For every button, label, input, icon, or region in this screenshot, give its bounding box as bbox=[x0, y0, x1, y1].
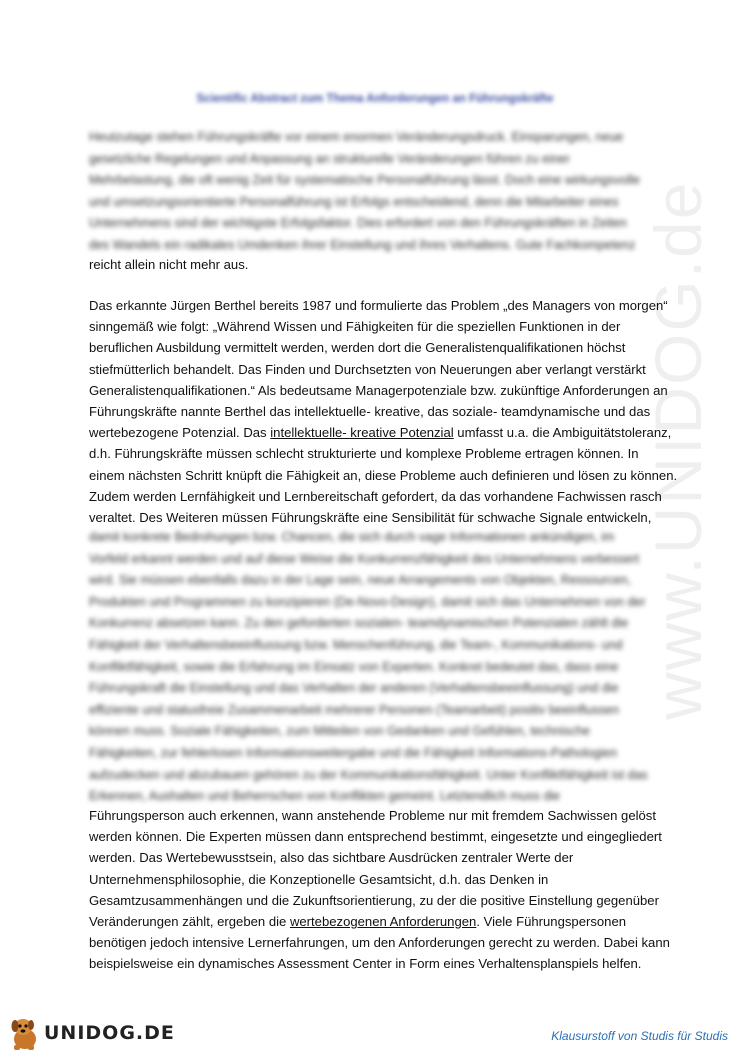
text-line: beruflichen Ausbildung vermittelt werden, werden dort die Generalistenqualifikationen höchst bbox=[89, 340, 626, 356]
text-line: benötigen jedoch intensive Lernerfahrungen, um den Anforderungen gerecht zu werden. Dabei kann bbox=[89, 935, 670, 951]
underlined-term: intellektuelle- kreative Potenzial bbox=[270, 425, 454, 441]
text-line bbox=[89, 911, 669, 932]
blurred-line: Konfliktfähigkeit, sowie die Erfahrung im Einsatz von Experten. Konkret bedeutet das, dass eine bbox=[89, 659, 619, 674]
document-title: Scientific Abstract zum Thema Anforderungen an Führungskräfte bbox=[196, 93, 554, 105]
blurred-line: wird. Sie müssen ebenfalls dazu in der Lage sein, neue Arrangements von Objekten, Ressourcen, bbox=[89, 573, 631, 588]
paragraph-3 bbox=[89, 805, 669, 975]
text-line: beispielsweise ein dynamisches Assessment Center in Form eines Verhaltensplanspiels helfen. bbox=[89, 956, 642, 972]
text-line: Führungskräfte nannte Berthel das intellektuelle- kreative, das soziale- teamdynamische und das bbox=[89, 404, 651, 420]
blurred-line: Produkten und Programmen zu konzipieren (De-Novo-Design), damit sich das Unternehmen von der bbox=[89, 594, 646, 609]
blurred-line: und umsetzungsorientierte Personalführung ist Erfolgs entscheidend, denn die Mitarbeiter eines bbox=[89, 194, 619, 209]
blurred-line: damit konkrete Bedrohungen bzw. Chancen, die sich durch vage Informationen ankündigen, im bbox=[89, 530, 615, 544]
text-line: Gesamtzusammenhängen und die Zukunftsorientierung, zu der die positive Einstellung gegenüber bbox=[89, 892, 659, 908]
text-line: veraltet. Des Weiteren müssen Führungskräfte eine Sensibilität für schwache Signale entwickeln, bbox=[89, 510, 652, 526]
blurred-line: Fähigkeit der Verhaltensbeeinflussung bzw. Menschenführung, die Team-, Kommunikations- und bbox=[89, 637, 623, 652]
unidog-logo[interactable] bbox=[8, 1013, 175, 1053]
blurred-line: Erkennen, Aushalten und Beherrschen von Konflikten gemeint. Letztendlich muss die bbox=[89, 789, 561, 804]
logo-text: UNIDOG.DE bbox=[44, 1022, 175, 1044]
footer-tagline: Klausurstoff von Studis für Studis bbox=[551, 1029, 728, 1043]
blurred-line: Fähigkeiten, zur fehlerlosen Informationsweitergabe und die Fähigkeit Informations-Pathologien bbox=[89, 745, 618, 760]
watermark: www.UNIDOG.de bbox=[641, 180, 715, 720]
blurred-line: können muss. Soziale Fähigkeiten, zum Mitteilen von Gedanken und Gefühlen, technische bbox=[89, 724, 590, 739]
blurred-line: gesetzliche Regelungen und Anpassung an strukturelle Veränderungen führen zu einer bbox=[89, 151, 570, 166]
text-line: stiefmütterlich behandelt. Das Finden und Durchsetzten von Neuerungen aber verlangt verstärkt bbox=[89, 361, 646, 377]
blurred-line: Unternehmens sind der wichtigste Erfolgsfaktor. Dies erfordert von den Führungskräften in Zeiten bbox=[89, 216, 627, 231]
text-segment: wertebezogene Potenzial. Das bbox=[89, 425, 271, 441]
text-line: werden. Das Wertebewusstsein, also das sichtbare Ausdrücken zentraler Werte der bbox=[89, 850, 574, 866]
blurred-line: Mehrbelastung, die oft wenig Zeit für systematische Personalführung lässt. Doch eine wirkungsvolle bbox=[89, 173, 640, 188]
dog-mascot-icon bbox=[8, 1015, 42, 1051]
text-line: Führungsperson auch erkennen, wann anstehende Probleme nur mit fremdem Sachwissen gelöst bbox=[89, 808, 656, 823]
text-line: Generalistenqualifikationen.“ Als bedeutsame Managerpotenziale bzw. zukünftige Anforderungen an bbox=[89, 382, 668, 398]
text-line: Das erkannte Jürgen Berthel bereits 1987 und formulierte das Problem „des Managers von morgen“ bbox=[89, 298, 668, 313]
text-line: einem nächsten Schritt knüpft die Fähigkeit an, diese Probleme auch definieren und lösen zu können. bbox=[89, 467, 678, 483]
text-line bbox=[89, 422, 672, 443]
text-line: sinngemäß wie folgt: „Während Wissen und Fähigkeiten für die speziellen Funktionen in der bbox=[89, 319, 621, 335]
text-line: Zudem werden Lernfähigkeit und Lernbereitschaft gefordert, da das vorhandene Fachwissen rasch bbox=[89, 488, 662, 504]
text-segment: Veränderungen zählt, ergeben die bbox=[89, 914, 290, 930]
text-line: d.h. Führungskräfte müssen schlecht strukturierte und komplexe Probleme ertragen können. In bbox=[89, 446, 639, 462]
text-segment: . Viele Führungspersonen bbox=[476, 914, 627, 930]
blurred-line: effiziente und statusfreie Zusammenarbeit mehrerer Personen (Teamarbeit) positiv beeinflussen bbox=[89, 702, 619, 717]
blurred-line: Heutzutage stehen Führungskräfte vor einem enormen Veränderungsdruck. Einsparungen, neue bbox=[89, 130, 624, 144]
blurred-line: aufzudecken und abzubauen gehören zu der Kommunikationsfähigkeit. Unter Konfliktfähigkeit ist das bbox=[89, 767, 648, 782]
blurred-line: Konkurrenz absetzen kann. Zu den geforderten sozialen- teamdynamischen Potenzialen zählt die bbox=[89, 616, 629, 631]
text-line: Unternehmensphilosophie, die Konzeptionelle Gesamtsicht, d.h. das Denken in bbox=[89, 871, 549, 887]
text-line: werden können. Die Experten müssen dann entsprechend bestimmt, eingesetzte und eingegliedert bbox=[89, 829, 662, 845]
blurred-line: Führungskraft die Einstellung und das Verhalten der anderen (Verhaltensbeeinflussung) und die bbox=[89, 681, 619, 696]
paragraph-1-end: reicht allein nicht mehr aus. bbox=[89, 257, 249, 272]
blurred-line: des Wandels ein radikales Umdenken ihrer Einstellung und ihres Verhaltens. Gute Fachkompetenz bbox=[89, 237, 636, 252]
underlined-term: wertebezogenen Anforderungen bbox=[289, 914, 477, 930]
text-segment: umfasst u.a. die Ambiguitätstoleranz, bbox=[453, 425, 672, 441]
blurred-paragraph-1 bbox=[89, 127, 679, 257]
blurred-paragraph-2 bbox=[89, 527, 679, 808]
blurred-line: Vorfeld erkannt werden und auf diese Weise die Konkurrenzfähigkeit des Unternehmens verbessert bbox=[89, 551, 640, 566]
paragraph-2 bbox=[89, 295, 678, 528]
